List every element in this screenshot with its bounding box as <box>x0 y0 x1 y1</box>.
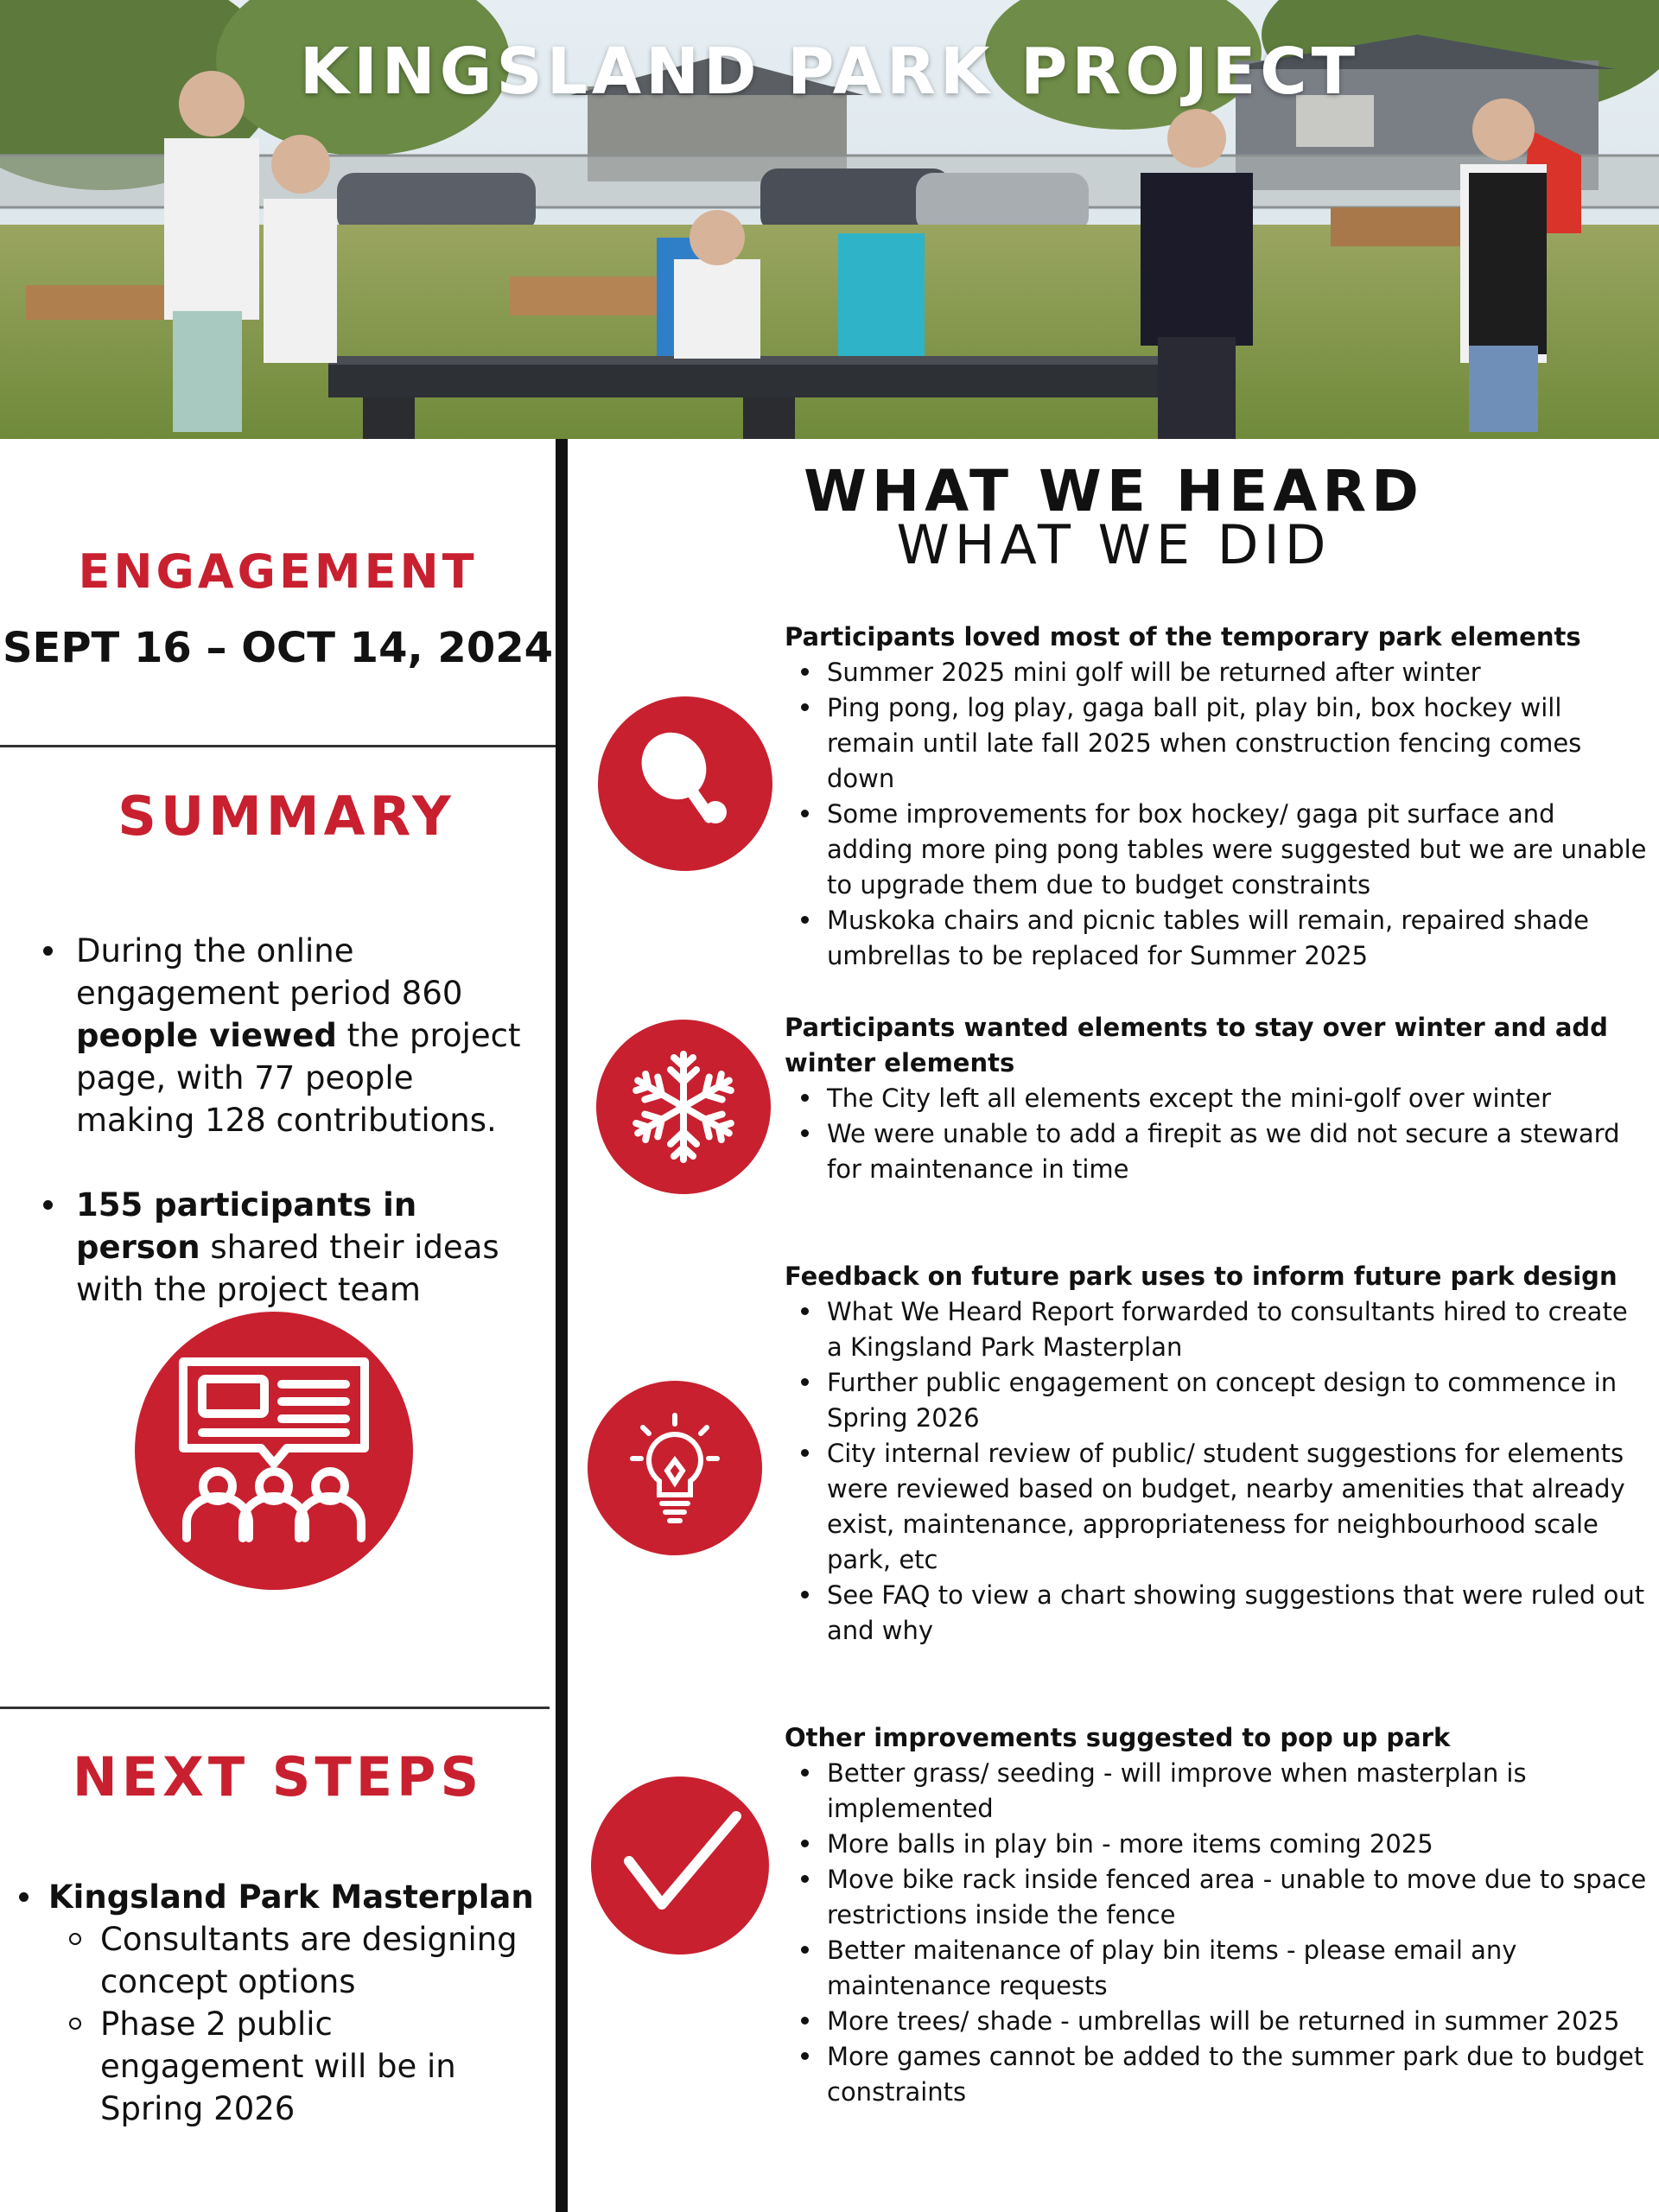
heard-section-future-design <box>785 1259 1649 1649</box>
section-bullets <box>785 1756 1649 2110</box>
list-item: Better maitenance of play bin items - please email any maintenance requests <box>785 1933 1649 2004</box>
list-item: Better grass/ seeding - will improve when masterplan is implemented <box>785 1756 1649 1827</box>
list-item: What We Heard Report forwarded to consultants hired to create a Kingsland Park Masterplan <box>785 1294 1649 1365</box>
heard-section-temporary-elements <box>785 620 1649 974</box>
list-item: More balls in play bin - more items coming 2025 <box>785 1827 1649 1862</box>
list-item: Move bike rack inside fenced area - unable to move due to space restrictions inside the fence <box>785 1862 1649 1933</box>
section-divider-bottom <box>0 1707 550 1709</box>
section-bullets <box>785 1081 1649 1187</box>
summary-heading: SUMMARY <box>118 785 455 848</box>
ping-pong-icon <box>598 696 772 871</box>
next-step-subitem: Consultants are designing concept options <box>0 1918 536 2003</box>
column-divider <box>556 439 568 2212</box>
list-item: We were unable to add a firepit as we did not secure a steward for maintenance in time <box>785 1116 1649 1187</box>
meeting-icon <box>135 1312 413 1590</box>
lightbulb-icon <box>588 1381 762 1555</box>
what-we-heard-title: WHAT WE HEARD <box>804 458 1424 524</box>
section-heading: Participants wanted elements to stay over winter and add winter elements <box>785 1013 1608 1077</box>
section-heading: Feedback on future park uses to inform future park design <box>785 1262 1618 1291</box>
list-item: Further public engagement on concept design to commence in Spring 2026 <box>785 1365 1649 1436</box>
next-step-masterplan: Kingsland Park Masterplan <box>0 1876 536 1918</box>
hero-photo <box>0 0 1659 439</box>
list-item: The City left all elements except the mini-golf over winter <box>785 1081 1649 1116</box>
engagement-dates: SEPT 16 – OCT 14, 2024 <box>2 624 554 672</box>
list-item: More games cannot be added to the summer park due to budget constraints <box>785 2039 1649 2110</box>
checkmark-icon <box>591 1777 769 1955</box>
summary-bullet-online: During the online engagement period 860 people viewed the project page, with 77 people making 128 contributions. <box>31 930 532 1141</box>
list-item: See FAQ to view a chart showing suggestions that were ruled out and why <box>785 1578 1649 1649</box>
section-bullets <box>785 655 1649 974</box>
engagement-heading: ENGAGEMENT <box>78 544 478 599</box>
list-item: Muskoka chairs and picnic tables will remain, repaired shade umbrellas to be replaced for Summer 2025 <box>785 903 1649 974</box>
next-step-subitem: Phase 2 public engagement will be in Spring 2026 <box>0 2003 536 2130</box>
section-divider-top <box>0 745 556 747</box>
what-we-did-title: WHAT WE DID <box>896 513 1332 576</box>
list-item: Some improvements for box hockey/ gaga pit surface and adding more ping pong tables were suggested but we are unable to upgrade them due to budget constraints <box>785 797 1649 903</box>
list-item: Summer 2025 mini golf will be returned after winter <box>785 655 1649 690</box>
list-item: More trees/ shade - umbrellas will be returned in summer 2025 <box>785 2004 1649 2039</box>
list-item: Ping pong, log play, gaga ball pit, play bin, box hockey will remain until late fall 2025 when construction fencing comes down <box>785 690 1649 797</box>
snowflake-icon <box>596 1020 771 1194</box>
list-item: City internal review of public/ student suggestions for elements were reviewed based on budget, nearby amenities that already exist, maintenance, appropriateness for neighbourhood scale park, etc <box>785 1436 1649 1578</box>
next-steps-list <box>0 1876 536 2130</box>
section-heading: Participants loved most of the temporary park elements <box>785 622 1581 652</box>
heard-section-winter <box>785 1010 1649 1187</box>
next-steps-heading: NEXT STEPS <box>72 1745 484 1808</box>
page-title: KINGSLAND PARK PROJECT <box>299 35 1360 109</box>
section-bullets <box>785 1294 1649 1649</box>
summary-list <box>31 930 532 1311</box>
summary-bullet-in-person: 155 participants in person shared their ideas with the project team <box>31 1184 532 1311</box>
section-heading: Other improvements suggested to pop up park <box>785 1723 1451 1752</box>
heard-section-other-improvements <box>785 1720 1649 2110</box>
